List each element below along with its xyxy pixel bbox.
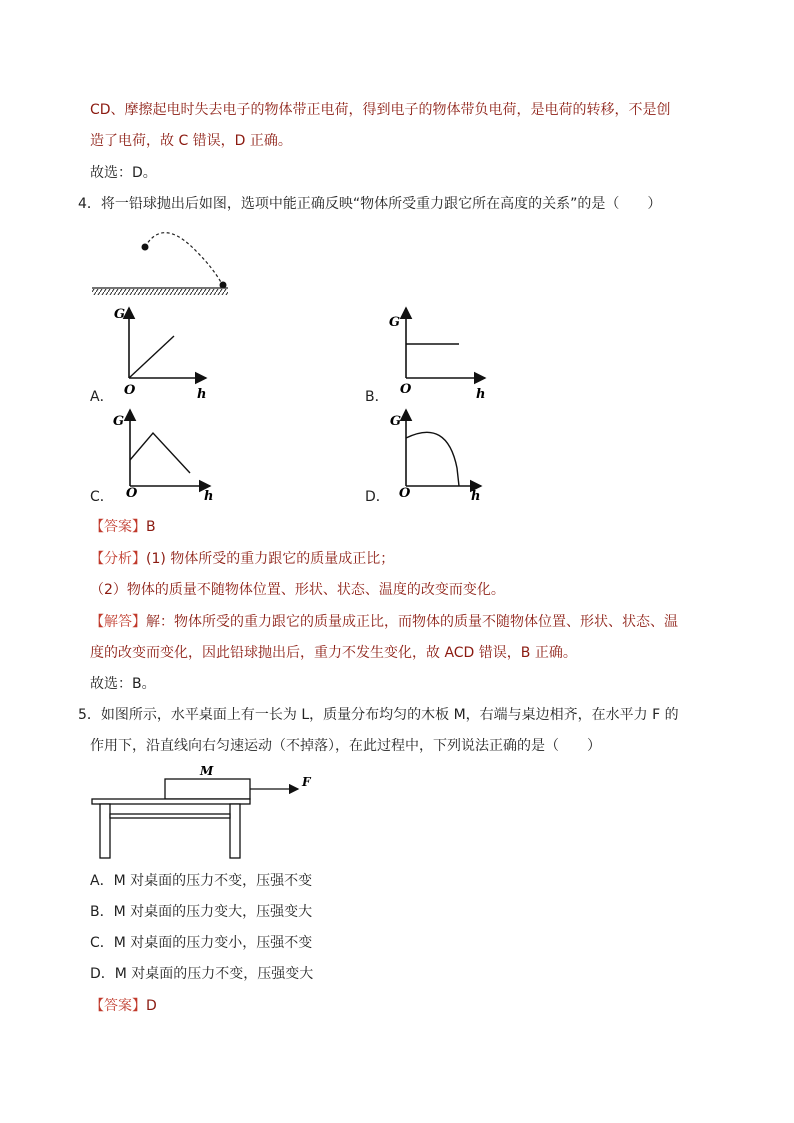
- q4-choice: 故选：B。: [90, 676, 156, 692]
- ground-hatch: [92, 289, 228, 295]
- graph-d-x-label: h: [471, 489, 481, 502]
- table-leg-right: [230, 804, 240, 858]
- table-figure: [90, 762, 320, 862]
- graph-b-y-label: G: [389, 315, 401, 330]
- q4-option-d[interactable]: D．: [365, 489, 390, 505]
- q4-option-b[interactable]: B．: [365, 389, 389, 405]
- graph-c-x-label: h: [204, 489, 214, 502]
- graph-b-origin: O: [400, 382, 412, 397]
- graph-b: [387, 306, 487, 398]
- graph-a-origin: O: [124, 383, 136, 398]
- q4-solution-2: 度的改变而变化，因此铅球抛出后，重力不发生变化，故 ACD 错误，B 正确。: [90, 645, 577, 661]
- q5-option-c[interactable]: C．M 对桌面的压力变小，压强不变: [90, 935, 313, 951]
- q4-option-a[interactable]: A．: [90, 389, 114, 405]
- graph-a: [110, 306, 210, 398]
- graph-c-y-label: G: [113, 414, 125, 429]
- prev-answer-choice: 故选：D。: [90, 165, 157, 181]
- q5-stem-1: 5．如图所示，水平桌面上有一长为 L，质量分布均匀的木板 M，右端与桌边相齐，在水平力 F 的: [78, 707, 679, 723]
- q4-answer-value: B: [146, 519, 156, 535]
- q4-solution-tag: 【解答】: [90, 614, 146, 630]
- graph-d-y-label: G: [390, 414, 402, 429]
- table-top: [92, 799, 250, 804]
- q4-analysis-2: （2）物体的质量不随物体位置、形状、状态、温度的改变而变化。: [90, 582, 505, 598]
- q5-stem-2: 作用下，沿直线向右匀速运动（不掉落），在此过程中，下列说法正确的是（ ）: [90, 738, 601, 754]
- graph-c-origin: O: [126, 486, 138, 501]
- table-crossbar: [110, 814, 230, 818]
- graph-a-x-label: h: [197, 387, 207, 398]
- graph-c-line: [130, 433, 190, 473]
- graph-d-curve: [406, 432, 459, 486]
- graph-d-origin: O: [399, 486, 411, 501]
- q4-option-c[interactable]: C．: [90, 489, 114, 505]
- q4-stem: 4．将一铅球抛出后如图，选项中能正确反映“物体所受重力跟它所在高度的关系”的是（ ）: [78, 196, 662, 212]
- q4-solution-1: [90, 613, 678, 631]
- table-leg-left: [100, 804, 110, 858]
- trajectory-curve: [145, 233, 222, 284]
- q5-answer-value: D: [146, 998, 157, 1014]
- graph-a-y-label: G: [114, 307, 126, 322]
- graph-b-x-label: h: [476, 387, 486, 398]
- q5-option-d[interactable]: D．M 对桌面的压力不变，压强变大: [90, 966, 314, 982]
- ball-start: [142, 244, 149, 251]
- q5-option-a[interactable]: A．M 对桌面的压力不变，压强不变: [90, 873, 313, 889]
- shot-put-figure: [88, 232, 238, 298]
- graph-c: [110, 408, 220, 502]
- graph-a-line: [129, 336, 174, 378]
- q4-answer-tag: 【答案】: [90, 519, 146, 535]
- q4-analysis-text-1: (1) 物体所受的重力跟它的质量成正比；: [146, 551, 395, 567]
- q5-answer: [90, 997, 157, 1015]
- q4-answer: [90, 518, 156, 536]
- prev-answer-line-1: CD、摩擦起电时失去电子的物体带正电荷，得到电子的物体带负电荷，是电荷的转移，不是创: [90, 102, 671, 118]
- q4-solution-text-1: 解：物体所受的重力跟它的质量成正比，而物体的质量不随物体位置、形状、状态、温: [146, 614, 678, 630]
- q4-analysis-tag: 【分析】: [90, 551, 146, 567]
- board-label: M: [200, 764, 214, 778]
- q4-analysis-1: [90, 550, 394, 568]
- board-m: [165, 779, 250, 799]
- force-label: F: [302, 775, 311, 789]
- graph-d: [387, 408, 487, 502]
- prev-answer-line-2: 造了电荷，故 C 错误，D 正确。: [90, 133, 292, 149]
- q5-answer-tag: 【答案】: [90, 998, 146, 1014]
- q5-option-b[interactable]: B．M 对桌面的压力变大，压强变大: [90, 904, 313, 920]
